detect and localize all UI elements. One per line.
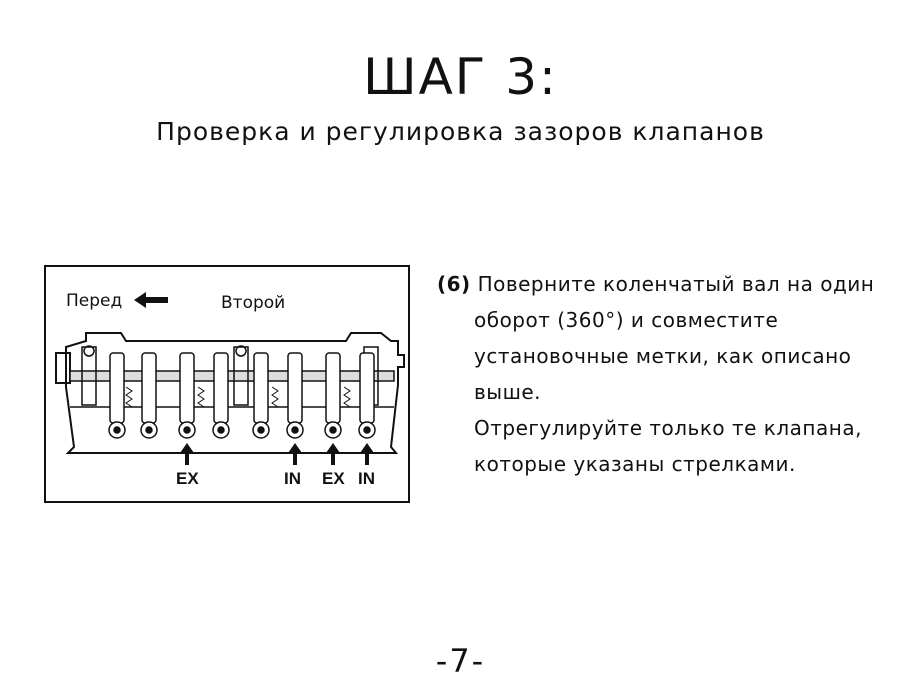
- instruction-line-3: установочные метки, как описано: [474, 344, 852, 368]
- page-title: ШАГ 3:: [363, 48, 558, 106]
- instruction-line-1-text: Поверните коленчатый вал на один: [477, 272, 875, 296]
- page-number: -7-: [435, 642, 486, 680]
- second-label: Второй: [221, 293, 286, 313]
- instruction-line-2: оборот (360°) и совместите: [474, 308, 779, 332]
- engine-diagram: [44, 265, 410, 503]
- instruction-line-6: которые указаны стрелками.: [474, 452, 796, 476]
- instruction-line-4: выше.: [474, 380, 542, 404]
- front-arrow-icon: [134, 292, 168, 308]
- page-subtitle: Проверка и регулировка зазоров клапанов: [156, 117, 765, 146]
- valve-label-in-2: IN: [358, 469, 375, 488]
- valve-label-ex-2: EX: [322, 469, 345, 488]
- step-number: (6): [437, 272, 471, 296]
- valve-label-in-1: IN: [284, 469, 301, 488]
- front-label: Перед: [66, 291, 123, 311]
- instruction-line-1: [437, 266, 907, 302]
- instruction-line-5: Отрегулируйте только те клапана,: [474, 416, 862, 440]
- valve-label-ex-1: EX: [176, 469, 199, 488]
- instruction-text: [437, 266, 907, 482]
